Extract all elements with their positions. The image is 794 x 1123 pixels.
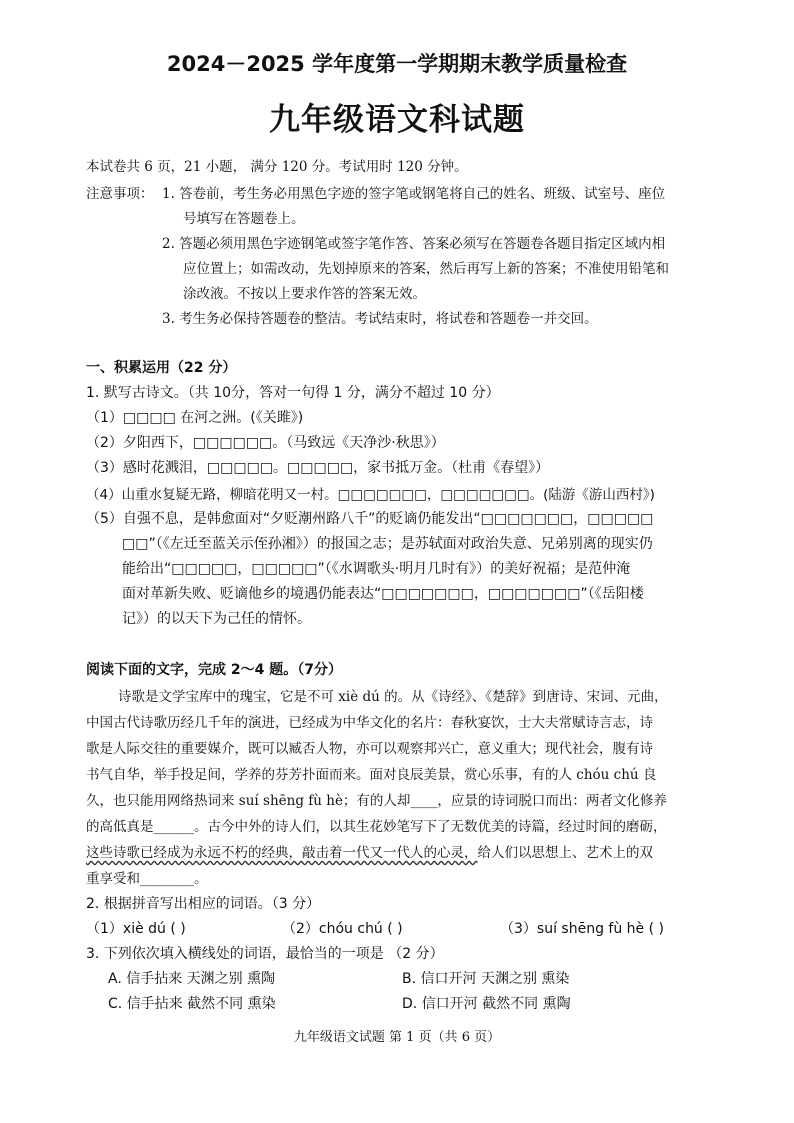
- question-3-title: 3. 下列依次填入横线处的词语，最恰当的一项是 （2 分）: [86, 946, 444, 962]
- question-2-title: 2. 根据拼音写出相应的词语。（3 分）: [86, 896, 321, 912]
- note-2-line-1: 2. 答题必须用黑色字迹钢笔或签字笔作答、答案必须写在答题卷各题目指定区域内相: [162, 236, 666, 252]
- question-1-item-5-line-5: 记》）的以天下为己任的情怀。: [122, 611, 311, 627]
- question-2-blank-3: （3）suí shēng fù hè ( ): [500, 921, 664, 937]
- question-1-title: 1. 默写古诗文。（共 10分，答对一句得 1 分，满分不超过 10 分）: [86, 385, 500, 401]
- passage-line-7: [86, 841, 653, 861]
- question-3-option-a: A. 信手拈来 天渊之别 熏陶: [108, 971, 276, 987]
- note-3-line-1: 3. 考生务必保持答题卷的整洁。考试结束时，将试卷和答题卷一并交回。: [162, 311, 598, 327]
- passage-line-6: 的高低真是______。古今中外的诗人们，以其生花妙笔写下了无数优美的诗篇，经过时间的磨砺，: [86, 819, 667, 835]
- passage-line-1: 诗歌是文学宝库中的瑰宝，它是不可 xiè dú 的。从《诗经》、《楚辞》到唐诗、宋词、元曲，: [118, 689, 668, 705]
- question-1-item-5-line-4: 面对革新失败、贬谪他乡的境遇仍能表达“□□□□□□□，□□□□□□□”（《岳阳楼: [122, 586, 644, 602]
- question-3-option-b: B. 信口开河 天渊之别 熏染: [402, 971, 570, 987]
- question-1-item-5-line-1: （5）自强不息，是韩愈面对“夕贬潮州路八千”的贬谪仍能发出“□□□□□□□，□□□□□: [86, 511, 654, 527]
- passage-line-8: 重享受和________。: [86, 871, 208, 887]
- notes-label: 注意事项：: [86, 186, 154, 202]
- note-2-line-2: 应位置上；如需改动，先划掉原来的答案，然后再写上新的答案；不准使用铅笔和: [183, 261, 669, 277]
- question-1-item-3: （3）感时花溅泪，□□□□□。□□□□□，家书抵万金。（杜甫《春望》）: [86, 460, 550, 476]
- note-1-line-2: 号填写在答题卷上。: [183, 211, 305, 227]
- section-1-title: 一、积累运用（22 分）: [86, 360, 237, 376]
- question-3-option-c: C. 信手拈来 截然不同 熏染: [108, 996, 276, 1012]
- passage-line-7-rest: 给人们以思想上、艺术上的双: [477, 845, 653, 861]
- question-1-item-5-line-3: 能给出“□□□□□，□□□□□”（《水调歌头·明月几时有》）的美好祝福；是范仲淹: [122, 561, 631, 577]
- note-2-line-3: 涂改液。不按以上要求作答的答案无效。: [183, 286, 426, 302]
- passage-line-5: 久，也只能用网络热词来 suí shēng fù hè；有的人却____，应景的诗词脱口而出：两者文化修养: [86, 793, 667, 809]
- question-1-item-5-line-2: □□”（《左迁至蓝关示侄孙湘》）的报国之志；是苏轼面对政治失意、兄弟别离的现实仍: [122, 536, 653, 552]
- exam-subtitle: 九年级语文科试题: [269, 102, 525, 138]
- page-footer: 九年级语文试题 第 1 页（共 6 页）: [293, 1030, 501, 1045]
- question-3-option-d: D. 信口开河 截然不同 熏陶: [402, 996, 571, 1012]
- note-1-line-1: 1. 答卷前，考生务必用黑色字迹的签字笔或钢笔将自己的姓名、班级、试室号、座位: [162, 186, 666, 202]
- question-2-blank-1: （1）xiè dú ( ): [86, 921, 186, 937]
- exam-summary: 本试卷共 6 页，21 小题， 满分 120 分。考试用时 120 分钟。: [86, 159, 468, 175]
- question-1-item-1: （1）□□□□ 在河之洲。(《关雎》): [86, 410, 304, 426]
- wavy-underlined-sentence: 这些诗歌已经成为永远不朽的经典，敲击着一代又一代人的心灵，: [86, 845, 478, 861]
- passage-line-4: 书气自华，举手投足间，学养的芬芳扑面而来。面对良辰美景，赏心乐事，有的人 chóu chú 良: [86, 767, 657, 783]
- passage-line-3: 歌是人际交往的重要媒介，既可以臧否人物，亦可以观察邦兴亡，意义重大；现代社会，腹有诗: [86, 741, 653, 757]
- question-1-item-2: （2）夕阳西下，□□□□□□。（马致远《天净沙·秋思》）: [86, 435, 445, 451]
- passage-line-2: 中国古代诗歌历经几千年的演进，已经成为中华文化的名片：春秋宴饮，士大夫常赋诗言志，诗: [86, 715, 653, 731]
- question-2-blank-2: （2）chóu chú ( ): [282, 921, 403, 937]
- reading-title: 阅读下面的文字，完成 2～4 题。（7分）: [86, 662, 342, 678]
- question-1-item-4: （4）山重水复疑无路，柳暗花明又一村。□□□□□□□，□□□□□□□。(陆游《游山西村》): [86, 487, 655, 503]
- exam-title: 2024－2025 学年度第一学期期末教学质量检查: [166, 52, 628, 76]
